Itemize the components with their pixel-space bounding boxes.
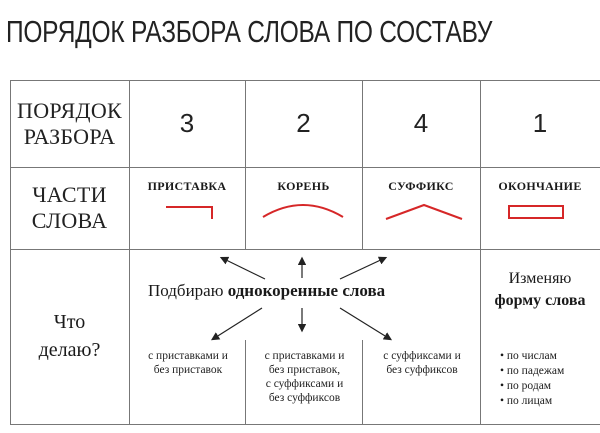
- prefix-examples-line1: с приставками и: [148, 350, 228, 362]
- root-examples-line2: без приставок,: [268, 364, 341, 376]
- part-prefix-label: ПРИСТАВКА: [147, 179, 227, 193]
- order-suffix: 4: [413, 108, 429, 138]
- part-ending-label: ОКОНЧАНИЕ: [498, 179, 582, 193]
- list-item: • по падежам: [500, 364, 564, 379]
- ending-action-line2: форму слова: [494, 292, 586, 309]
- list-item: • по числам: [500, 349, 564, 364]
- list-item: • по родам: [500, 379, 564, 394]
- order-label-line1: ПОРЯДОК: [17, 97, 122, 123]
- parts-label-line1: ЧАСТИ: [32, 182, 107, 207]
- parts-label-line2: СЛОВА: [31, 208, 108, 233]
- page-title: ПОРЯДОК РАЗБОРА СЛОВА ПО СОСТАВУ: [6, 14, 493, 49]
- ending-forms-list: [500, 349, 564, 409]
- part-root-label: КОРЕНЬ: [277, 179, 330, 193]
- what-label-line1: Что: [53, 311, 86, 333]
- order-root: 2: [296, 108, 311, 138]
- root-examples-line3: с суффиксами и: [265, 378, 344, 390]
- ending-action: [480, 268, 600, 312]
- order-prefix: 3: [179, 108, 195, 138]
- cognates-lead: Подбираю: [148, 281, 228, 300]
- suffix-examples-line2: без суффиксов: [386, 364, 458, 376]
- ending-action-line1: Изменяю: [508, 270, 572, 287]
- root-examples-line4: без суффиксов: [268, 392, 341, 404]
- cognates-bold: однокоренные слова: [227, 281, 386, 300]
- order-label-line2: РАЗБОРА: [23, 123, 116, 149]
- part-suffix-label: СУФФИКС: [388, 179, 454, 193]
- what-label-line2: делаю?: [38, 339, 101, 361]
- suffix-examples: [364, 349, 480, 377]
- prefix-examples: [131, 349, 245, 377]
- suffix-examples-line1: с суффиксами и: [383, 350, 461, 362]
- list-item: • по лицам: [500, 394, 564, 409]
- prefix-examples-line2: без приставок: [153, 364, 223, 376]
- root-examples: [247, 349, 362, 405]
- root-examples-line1: с приставками и: [264, 350, 345, 362]
- order-ending: 1: [532, 108, 548, 138]
